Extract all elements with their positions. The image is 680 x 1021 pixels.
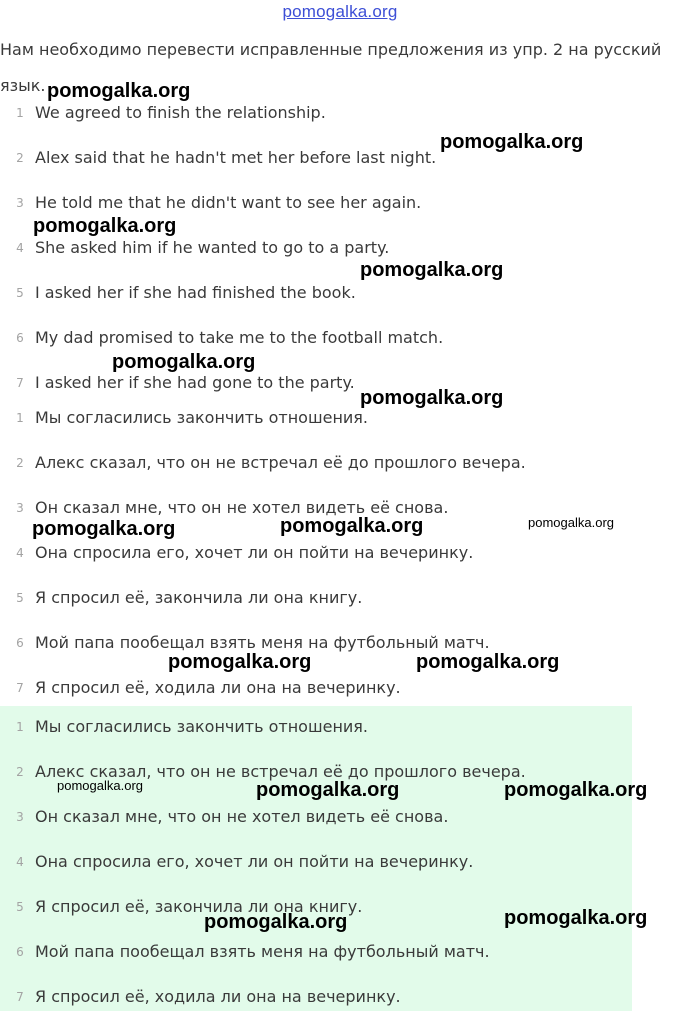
watermark: pomogalka.org [504,779,648,801]
task-intro-text: Нам необходимо перевести исправленные предложения из упр. 2 на русский язык. [0,40,662,95]
sentence-number: 6 [16,331,24,345]
sentence-text: He told me that he didn't want to see her again. [35,193,422,212]
sentence-number: 7 [16,376,24,390]
sentence-text: We agreed to finish the relationship. [35,103,326,122]
sentence-row [0,137,680,182]
sentence-row [0,751,632,796]
sentence-text: Мы согласились закончить отношения. [35,408,369,427]
watermark: pomogalka.org [280,515,424,537]
watermark: pomogalka.org [360,259,504,281]
sentence-row [0,796,632,841]
russian-sentence-list [0,397,680,712]
sentence-row [0,397,680,442]
watermark: pomogalka.org [168,651,312,673]
watermark: pomogalka.org [528,515,614,530]
sentence-number: 1 [16,411,24,425]
highlighted-russian-sentence-list [0,706,632,1011]
sentence-row [0,577,680,622]
watermark: pomogalka.org [47,80,191,102]
sentence-text: Она спросила его, хочет ли он пойти на вечеринку. [35,852,474,871]
sentence-text: Он сказал мне, что он не хотел видеть её снова. [35,498,449,517]
sentence-text: Я спросил её, ходила ли она на вечеринку. [35,678,401,697]
sentence-number: 2 [16,456,24,470]
watermark: pomogalka.org [33,215,177,237]
sentence-row [0,272,680,317]
sentence-number: 3 [16,196,24,210]
sentence-row [0,886,632,931]
sentence-number: 4 [16,855,24,869]
sentence-number: 4 [16,241,24,255]
sentence-number: 7 [16,681,24,695]
sentence-text: My dad promised to take me to the football match. [35,328,444,347]
sentence-row [0,622,680,667]
sentence-row [0,706,632,751]
sentence-row [0,487,680,532]
sentence-row [0,976,632,1021]
watermark: pomogalka.org [57,778,143,793]
sentence-row [0,931,632,976]
sentence-number: 6 [16,636,24,650]
sentence-row [0,442,680,487]
sentence-text: Он сказал мне, что он не хотел видеть её снова. [35,807,449,826]
sentence-text: I asked her if she had gone to the party. [35,373,355,392]
english-sentence-list [0,92,680,407]
sentence-text: Алекс сказал, что он не встречал её до прошлого вечера. [35,762,526,781]
site-header-link[interactable]: pomogalka.org [282,2,398,21]
sentence-text: She asked him if he wanted to go to a party. [35,238,390,257]
watermark: pomogalka.org [440,131,584,153]
sentence-text: Alex said that he hadn't met her before last night. [35,148,437,167]
sentence-text: Мы согласились закончить отношения. [35,717,369,736]
sentence-text: Я спросил её, закончила ли она книгу. [35,588,363,607]
sentence-row [0,92,680,137]
sentence-number: 2 [16,765,24,779]
sentence-row [0,317,680,362]
watermark: pomogalka.org [204,911,348,933]
watermark: pomogalka.org [416,651,560,673]
watermark: pomogalka.org [256,779,400,801]
sentence-number: 5 [16,591,24,605]
watermark: pomogalka.org [112,351,256,373]
sentence-number: 1 [16,106,24,120]
sentence-number: 6 [16,945,24,959]
sentence-text: Мой папа пообещал взять меня на футбольный матч. [35,942,490,961]
sentence-text: Я спросил её, ходила ли она на вечеринку. [35,987,401,1006]
sentence-text: Мой папа пообещал взять меня на футбольный матч. [35,633,490,652]
sentence-text: Я спросил её, закончила ли она книгу. [35,897,363,916]
sentence-number: 3 [16,810,24,824]
sentence-number: 5 [16,286,24,300]
sentence-number: 2 [16,151,24,165]
sentence-row [0,841,632,886]
sentence-row [0,182,680,227]
sentence-text: Алекс сказал, что он не встречал её до прошлого вечера. [35,453,526,472]
sentence-number: 3 [16,501,24,515]
sentence-row [0,227,680,272]
sentence-text: I asked her if she had finished the book. [35,283,356,302]
watermark: pomogalka.org [504,907,648,929]
sentence-text: Она спросила его, хочет ли он пойти на вечеринку. [35,543,474,562]
sentence-number: 5 [16,900,24,914]
sentence-number: 4 [16,546,24,560]
watermark: pomogalka.org [32,518,176,540]
sentence-row [0,532,680,577]
watermark: pomogalka.org [360,387,504,409]
sentence-number: 7 [16,990,24,1004]
sentence-number: 1 [16,720,24,734]
